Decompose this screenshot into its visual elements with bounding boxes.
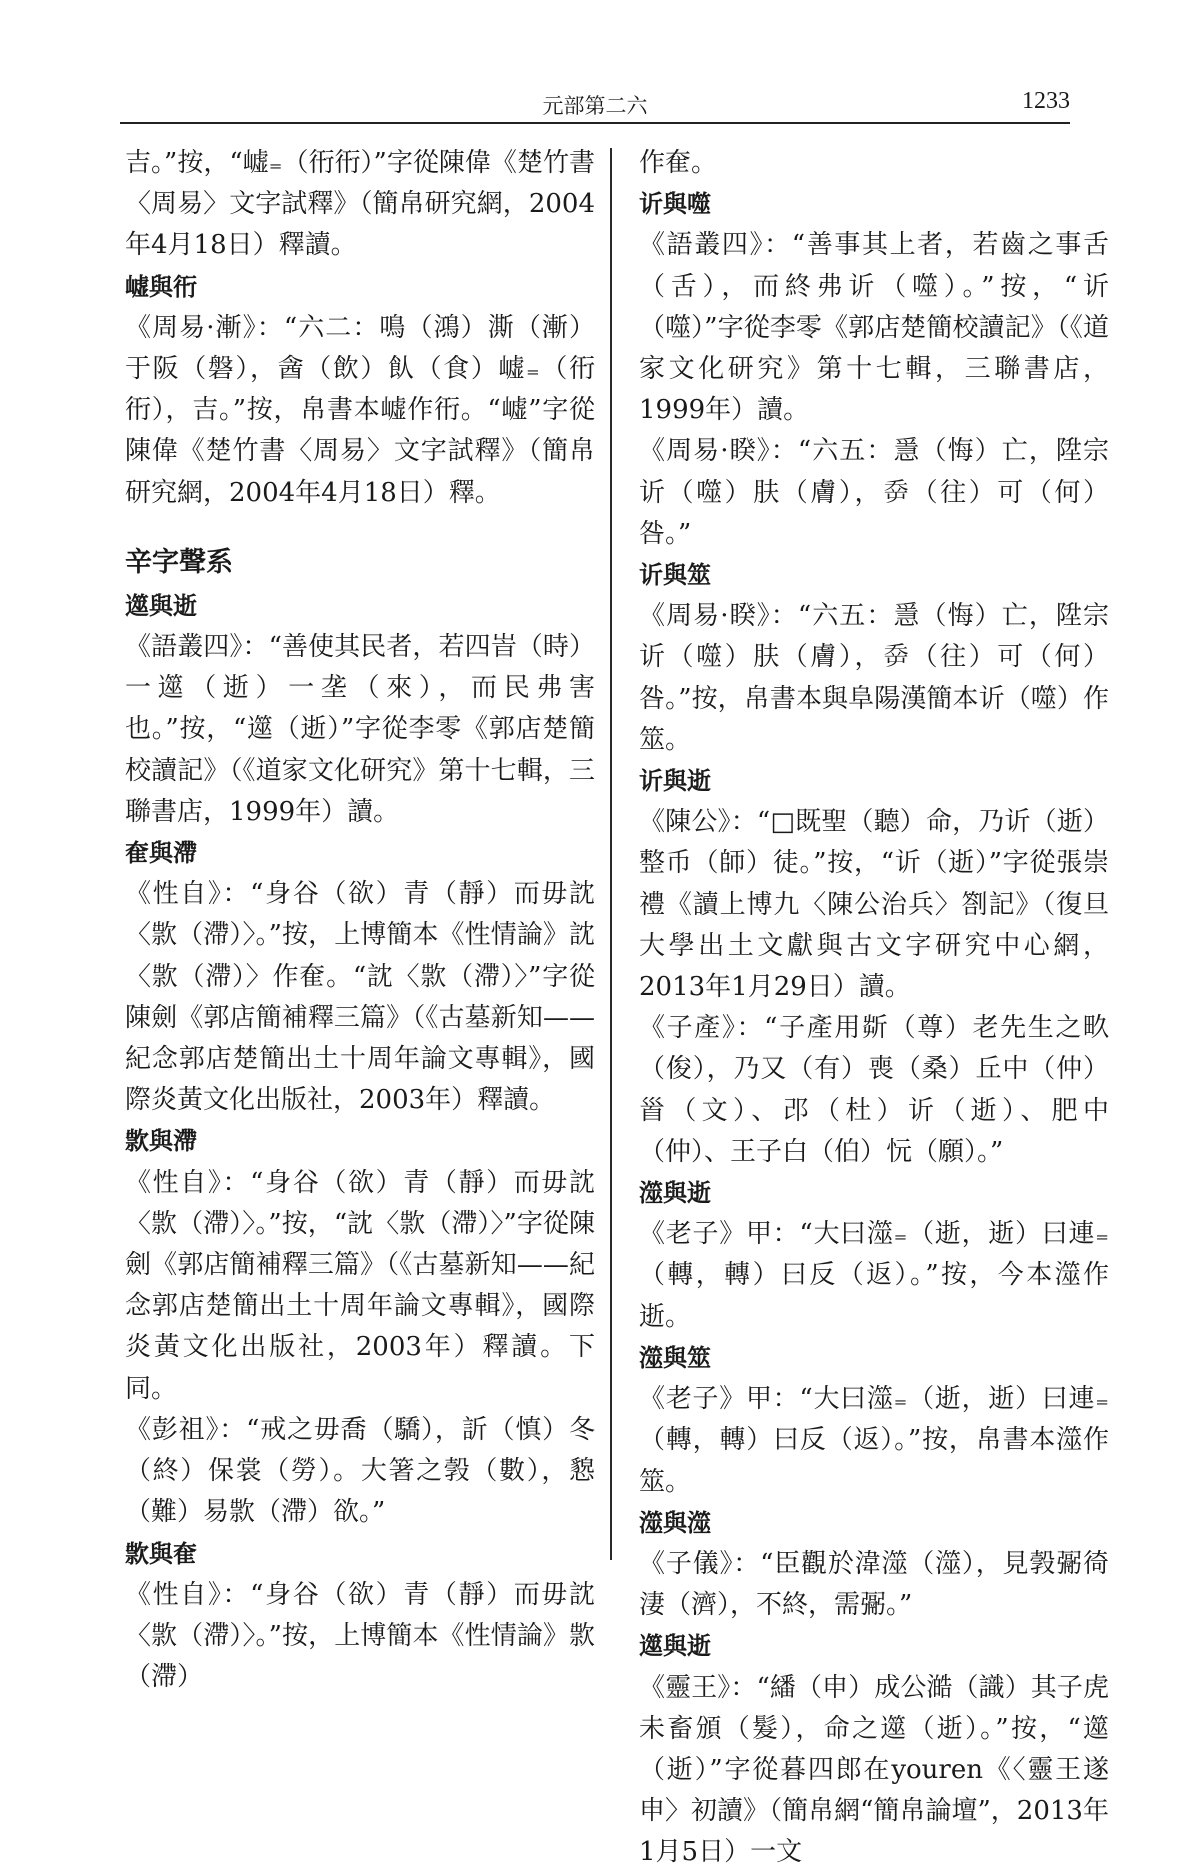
page-number: 1233 [1022,88,1070,114]
paragraph: 《子產》：“子產用㪿（尊）老先生之畂（俊），乃又（有）喪（桑）丘中（仲）𩠐（文）、邔（杜）䜣（逝）、肥中（仲）、王子白（伯）忨（願）。” [639,1013,1109,1167]
paragraph: 作奞。 [639,148,718,178]
paragraph: 《彭祖》：“戒之毋喬（驕），訢（慎）冬（終）保裳（勞）。大箸之㝅（數），㦝（難）易㱁（滯）欲。” [125,1414,595,1528]
entry-heading: 㱁與奞 [125,1539,197,1568]
paragraph: 《性自》：“身谷（欲）青（靜）而毋訦〈㱁（滯）〉。”按，上博簡本《性情論》㱁（滯） [125,1579,595,1693]
paragraph: 《周易·漸》：“六二：鳴（鴻）澌（漸）于阪（磐），酓（飲）飤（食）㠊₌（衎衎），吉。”按，帛書本㠊作衎。“㠊”字從陳偉《楚竹書〈周易〉文字試釋》（簡帛研究網，2004年4月18日）釋。 [125,312,595,508]
entry-heading: 遾與逝 [639,1632,711,1661]
paragraph: 《陳公》：“□既聖（聽）命，乃䜣（逝）整币（師）徒。”按，“䜣（逝）”字從張崇禮《讀上博九〈陳公治兵〉劄記》（復旦大學出土文獻與古文字研究中心網，2013年1月29日）讀。 [639,807,1109,1003]
entry-heading: 䜣與筮 [639,561,711,590]
paragraph: 《性自》：“身谷（欲）青（靜）而毋訦〈㱁（滯）〉。”按，“訦〈㱁（滯）〉”字從陳劍《郭店簡補釋三篇》（《古墓新知——紀念郭店楚簡出土十周年論文專輯》，國際炎黃文化出版社，2003年）釋讀。下同。 [125,1167,595,1404]
entry-heading: 䜣與逝 [639,767,711,796]
paragraph: 《周易·睽》：“六五：㥯（悔）亡，陞宗䜣（噬）肤（膚），𡴘（往）可（何）咎。” [639,436,1109,549]
entry-heading: 澨與逝 [639,1179,711,1208]
entry-heading: 澨與筮 [639,1343,711,1372]
paragraph: 《靈王》：“繙（申）成公澔（識）其子虎未畜頒（髮），命之遾（逝）。”按，“遾（逝）”字從暮四郎在youren《〈靈王遂申〉初讀》（簡帛網“簡帛論壇”，2013年1月5日）一文 [639,1672,1109,1868]
paragraph: 《語叢四》：“善使其民者，若四峕（時）一遾（逝）一垄（來），而民弗害也。”按，“遾（逝）”字從李零《郭店楚簡校讀記》（《道家文化研究》第十七輯，三聯書店，1999年）讀。 [125,632,595,827]
paragraph: 《子儀》：“臣觀於湋澨（澨），見㝅䰜徛淒（濟），不終，需䰜。” [639,1548,1109,1621]
entry-heading: 䜣與噬 [639,190,711,219]
entry-heading: 遾與逝 [125,591,197,620]
entry-heading: 澨與澨 [639,1508,711,1537]
paragraph: 吉。”按，“㠊₌（衎衎）”字從陳偉《楚竹書〈周易〉文字試釋》（簡帛研究網，2004年4月18日）釋讀。 [125,148,595,261]
entry-heading: 奞與滯 [125,839,197,868]
running-title: 元部第二六 [542,94,648,118]
paragraph: 《老子》甲：“大曰澨₌（逝，逝）曰連₌（轉，轉）曰反（返）。”按，今本澨作逝。 [639,1219,1109,1332]
paragraph: 《老子》甲：“大曰澨₌（逝，逝）曰連₌（轉，轉）曰反（返）。”按，帛書本澨作筮。 [639,1384,1109,1497]
paragraph: 《性自》：“身谷（欲）青（靜）而毋訦〈㱁（滯）〉。”按，上博簡本《性情論》訦〈㱁（滯）〉作奞。“訦〈㱁（滯）〉”字從陳劍《郭店簡補釋三篇》（《古墓新知——紀念郭店楚簡出土十周年論文專輯》，國際炎黃文化出版社，2003年）釋讀。 [125,879,595,1116]
column-divider [610,148,612,1560]
paragraph: 《周易·睽》：“六五：㥯（悔）亡，陞宗䜣（噬）肤（膚），𡴘（往）可（何）咎。”按，帛書本與阜陽漢簡本䜣（噬）作筮。 [639,601,1109,755]
entry-heading: 㠊與衎 [125,272,197,301]
section-title: 辛字聲系 [125,546,233,578]
left-column [125,143,595,1698]
right-column [639,143,1109,1874]
paragraph: 《語叢四》：“善事其上者，若齒之事舌（舌），而終弗䜣（噬）。”按，“䜣（噬）”字從李零《郭店楚簡校讀記》（《道家文化研究》第十七輯，三聯書店，1999年）讀。 [639,230,1109,426]
entry-heading: 㱁與滯 [125,1127,197,1156]
page-header [120,86,1070,124]
